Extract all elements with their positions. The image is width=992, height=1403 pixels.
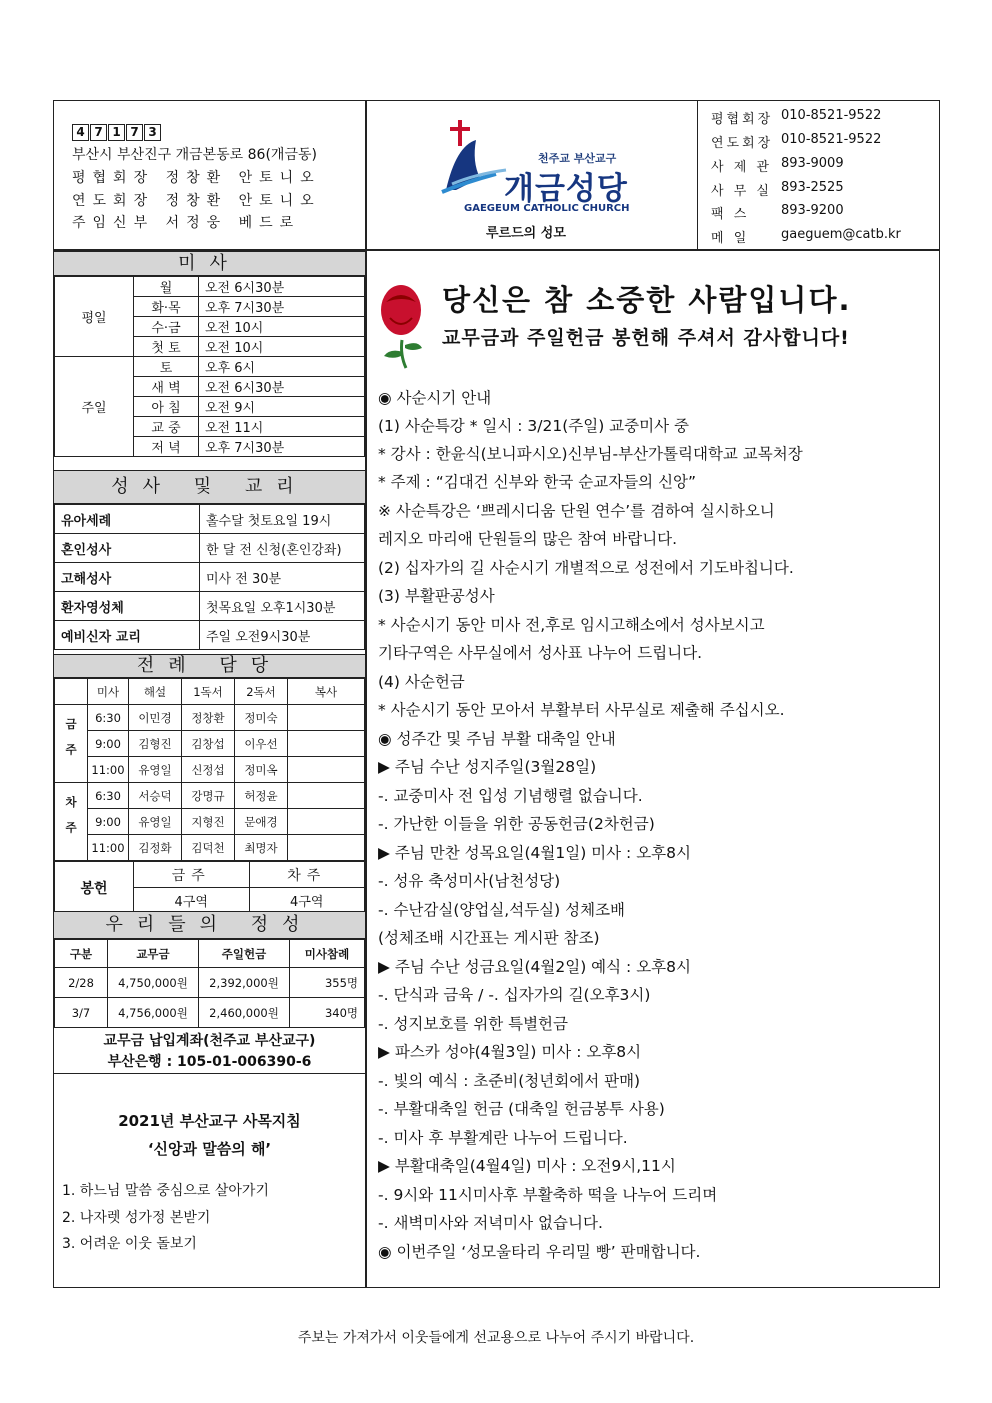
notice-line: * 사순시기 동안 모아서 부활부터 사무실로 제출해 주십시오. <box>378 701 785 719</box>
notice-line: * 주제 : “김대건 신부와 한국 순교자들의 신앙” <box>378 473 697 491</box>
offering-attendance: 340명 <box>290 998 365 1028</box>
first-reader: 정창환 <box>182 705 235 731</box>
mass-time: 오전 11시 <box>199 417 365 437</box>
officer-role: 평협회장 <box>72 170 155 186</box>
this-week-label: 금주 <box>55 705 88 783</box>
commentator: 서승덕 <box>129 783 182 809</box>
offering-date: 2/28 <box>55 968 108 998</box>
zip-digit: 1 <box>108 124 125 141</box>
altar-server <box>288 809 365 835</box>
altar-server <box>288 731 365 757</box>
mass-time: 오전 6시30분 <box>199 377 365 397</box>
service-table <box>54 861 365 914</box>
sacrament-info: 홀수달 첫토요일 19시 <box>200 505 365 534</box>
notice-line: (1) 사순특강 * 일시 : 3/21(주일) 교중미사 중 <box>378 417 689 435</box>
officer-baptismal: 베드로 <box>238 215 301 231</box>
offering-table <box>54 939 365 1028</box>
mass-time: 오후 7시30분 <box>199 297 365 317</box>
notice-line: ▶ 주님 만찬 성목요일(4월1일) 미사 : 오후8시 <box>378 844 691 862</box>
mass-time: 오전 9시 <box>199 397 365 417</box>
notice-line: ◉ 성주간 및 주님 부활 대축일 안내 <box>378 730 616 748</box>
liturgy-header: 복사 <box>288 679 365 705</box>
notice-line: 레지오 마리애 단원들의 많은 참여 바랍니다. <box>378 530 678 548</box>
contact-label: 사 무 실 <box>711 184 772 199</box>
officer-name: 정창환 <box>165 193 228 209</box>
sacrament-name: 환자영성체 <box>55 592 200 621</box>
altar-server <box>288 705 365 731</box>
column-divider <box>365 100 367 1288</box>
contact-row <box>711 227 901 246</box>
notice-line: (2) 십자가의 길 사순시기 개별적으로 성전에서 기도바칩니다. <box>378 559 794 577</box>
offering-dues: 4,750,000원 <box>108 968 199 998</box>
notice-line: ◉ 사순시기 안내 <box>378 389 492 407</box>
notice-line: -. 가난한 이들을 위한 공동헌금(2차헌금) <box>378 815 655 833</box>
notice-line: (4) 사순헌금 <box>378 673 465 691</box>
offering-sunday: 2,392,000원 <box>199 968 290 998</box>
sacrament-name: 유아세례 <box>55 505 200 534</box>
contact-label: 평협회장 <box>711 112 774 127</box>
account-divider <box>54 1073 365 1074</box>
sacrament-info: 한 달 전 신청(혼인강좌) <box>200 534 365 563</box>
service-label: 봉헌 <box>55 862 134 914</box>
notice-line: ▶ 주님 수난 성금요일(4월2일) 예식 : 오후8시 <box>378 958 691 976</box>
mass-day: 월 <box>134 277 199 297</box>
logo-subtitle: 천주교 부산교구 <box>538 152 617 165</box>
commentator: 김형진 <box>129 731 182 757</box>
zip-digit: 7 <box>126 124 143 141</box>
mass-day: 수·금 <box>134 317 199 337</box>
officer-name: 서정웅 <box>165 215 228 231</box>
second-reader: 문애경 <box>235 809 288 835</box>
contact-row <box>711 108 881 127</box>
notice-line: (성체조배 시간표는 게시판 참조) <box>378 929 600 947</box>
logo-title: 개금성당 <box>504 171 628 207</box>
officer-baptismal: 안토니오 <box>238 170 321 186</box>
first-reader: 김덕천 <box>182 835 235 861</box>
footer-note: 주보는 가져가서 이웃들에게 선교용으로 나누어 주시기 바랍니다. <box>297 1330 695 1346</box>
contact-row <box>711 203 844 222</box>
mass-day: 새 벽 <box>134 377 199 397</box>
mass-title: 미사 <box>54 251 365 276</box>
notice-line: * 사순시기 동안 미사 전,후로 임시고해소에서 성사보시고 <box>378 616 765 634</box>
notice-line: ▶ 파스카 성야(4월3일) 미사 : 오후8시 <box>378 1043 642 1061</box>
mass-time: 오후 6시 <box>199 357 365 377</box>
mass-time: 9:00 <box>88 731 129 757</box>
notice-line: ▶ 주님 수난 성지주일(3월28일) <box>378 758 597 776</box>
notice-line: -. 9시와 11시미사후 부활축하 떡을 나누어 드리며 <box>378 1186 718 1204</box>
officer-row <box>72 167 321 187</box>
offering-header: 구분 <box>55 940 108 968</box>
rose-icon <box>372 280 432 370</box>
officer-row <box>72 190 321 210</box>
mass-time: 오전 10시 <box>199 317 365 337</box>
notice-line: (3) 부활판공성사 <box>378 587 495 605</box>
patron-name: 루르드의 성모 <box>486 226 566 241</box>
mass-day: 아 침 <box>134 397 199 417</box>
altar-server <box>288 783 365 809</box>
next-week-label: 차주 <box>55 783 88 861</box>
contact-value: 010-8521-9522 <box>781 132 882 147</box>
service-header: 금주 <box>134 862 250 888</box>
officer-row <box>72 212 300 232</box>
contact-value: 893-9200 <box>781 203 844 218</box>
notice-line: -. 빛의 예식 : 초준비(청년회에서 판매) <box>378 1072 641 1090</box>
notice-line: 기타구역은 사무실에서 성사표 나누어 드립니다. <box>378 644 703 662</box>
mass-time: 6:30 <box>88 783 129 809</box>
weekday-label: 평일 <box>55 277 134 357</box>
sacrament-name: 혼인성사 <box>55 534 200 563</box>
altar-server <box>288 835 365 861</box>
contact-label: 사 제 관 <box>711 160 772 175</box>
notice-line: -. 미사 후 부활계란 나누어 드립니다. <box>378 1129 628 1147</box>
officer-baptismal: 안토니오 <box>238 193 321 209</box>
first-reader: 강명규 <box>182 783 235 809</box>
officer-role: 연도회장 <box>72 193 155 209</box>
church-address: 부산시 부산진구 개금본동로 86(개금동) <box>72 147 317 163</box>
zip-digit: 7 <box>90 124 107 141</box>
commentator: 김정화 <box>129 835 182 861</box>
notice-line: -. 성지보호를 위한 특별헌금 <box>378 1015 569 1033</box>
offering-header: 주일헌금 <box>199 940 290 968</box>
account-number: 부산은행 : 105-01-006390-6 <box>107 1054 312 1070</box>
offering-title: 우리들의 정성 <box>54 911 365 939</box>
sacraments-table <box>54 504 365 650</box>
service-header: 차주 <box>249 862 365 888</box>
liturgy-header: 1독서 <box>182 679 235 705</box>
contact-label: 메 일 <box>711 231 750 246</box>
contact-row <box>711 156 844 175</box>
notice-line: ◉ 이번주일 ‘성모울타리 우리밀 빵’ 판매합니다. <box>378 1243 701 1261</box>
notice-line: -. 단식과 금육 / -. 십자가의 길(오후3시) <box>378 986 651 1004</box>
commentator: 이민경 <box>129 705 182 731</box>
commentator: 유영일 <box>129 757 182 783</box>
contact-label: 연도회장 <box>711 136 774 151</box>
contact-row <box>711 180 844 199</box>
second-reader: 허정윤 <box>235 783 288 809</box>
pastoral-item: 1. 하느님 말씀 중심으로 살아가기 <box>62 1183 269 1199</box>
contact-divider <box>697 100 698 249</box>
mass-day: 첫 토 <box>134 337 199 357</box>
offering-date: 3/7 <box>55 998 108 1028</box>
officer-name: 정창환 <box>165 170 228 186</box>
commentator: 유영일 <box>129 809 182 835</box>
first-reader: 지형진 <box>182 809 235 835</box>
service-zone: 4구역 <box>249 888 365 914</box>
notice-line: -. 새벽미사와 저녁미사 없습니다. <box>378 1214 603 1232</box>
offering-header: 교무금 <box>108 940 199 968</box>
sacraments-title: 성사 및 교리 <box>54 470 365 504</box>
headline: 당신은 참 소중한 사람입니다. <box>442 283 852 317</box>
mass-day: 화·목 <box>134 297 199 317</box>
mass-time: 11:00 <box>88 835 129 861</box>
sacrament-info: 주일 오전9시30분 <box>200 621 365 650</box>
contact-label: 팩 스 <box>711 207 750 222</box>
notice-line: * 강사 : 한윤식(보니파시오)신부님-부산가톨릭대학교 교목처장 <box>378 445 803 463</box>
liturgy-title: 전례 담당 <box>54 654 365 678</box>
mass-day: 교 중 <box>134 417 199 437</box>
liturgy-table <box>54 678 365 861</box>
offering-attendance: 355명 <box>290 968 365 998</box>
contact-value: 010-8521-9522 <box>781 108 882 123</box>
zip-digit: 4 <box>72 124 89 141</box>
liturgy-header: 미사 <box>88 679 129 705</box>
logo-english: GAEGEUM CATHOLIC CHURCH <box>464 203 630 214</box>
mass-time: 11:00 <box>88 757 129 783</box>
subheadline: 교무금과 주일헌금 봉헌해 주셔서 감사합니다! <box>442 327 850 349</box>
contact-value: 893-9009 <box>781 156 844 171</box>
offering-header: 미사참례 <box>290 940 365 968</box>
sacrament-name: 예비신자 교리 <box>55 621 200 650</box>
offering-sunday: 2,460,000원 <box>199 998 290 1028</box>
sacrament-info: 미사 전 30분 <box>200 563 365 592</box>
notice-line: -. 부활대축일 헌금 (대축일 헌금봉투 사용) <box>378 1100 665 1118</box>
pastoral-title: 2021년 부산교구 사목지침 <box>118 1112 301 1130</box>
contact-value: 893-2525 <box>781 180 844 195</box>
notice-line: ▶ 부활대축일(4월4일) 미사 : 오전9시,11시 <box>378 1157 676 1175</box>
pastoral-subtitle: ‘신앙과 말씀의 해’ <box>147 1140 272 1158</box>
mass-schedule-table <box>54 276 365 457</box>
mass-time: 오전 6시30분 <box>199 277 365 297</box>
offering-dues: 4,756,000원 <box>108 998 199 1028</box>
notice-line: -. 성유 축성미사(남천성당) <box>378 872 561 890</box>
sunday-label: 주일 <box>55 357 134 457</box>
mass-time: 6:30 <box>88 705 129 731</box>
notice-line: ※ 사순특강은 ‘쁘레시디움 단원 연수’를 겸하여 실시하오니 <box>378 502 775 520</box>
notice-line: -. 교중미사 전 입성 기념행렬 없습니다. <box>378 787 643 805</box>
mass-time: 오후 7시30분 <box>199 437 365 457</box>
sacrament-name: 고해성사 <box>55 563 200 592</box>
pastoral-item: 2. 나자렛 성가정 본받기 <box>62 1210 211 1226</box>
first-reader: 신정섭 <box>182 757 235 783</box>
contact-value: gaeguem@catb.kr <box>781 227 901 242</box>
mass-day: 토 <box>134 357 199 377</box>
mass-time: 오전 10시 <box>199 337 365 357</box>
mass-day: 저 녁 <box>134 437 199 457</box>
contact-row <box>711 132 881 151</box>
sacrament-info: 첫목요일 오후1시30분 <box>200 592 365 621</box>
second-reader: 이우선 <box>235 731 288 757</box>
second-reader: 최명자 <box>235 835 288 861</box>
account-title: 교무금 납입계좌(천주교 부산교구) <box>103 1033 316 1049</box>
second-reader: 정미숙 <box>235 705 288 731</box>
second-reader: 정미옥 <box>235 757 288 783</box>
officer-role: 주임신부 <box>72 215 155 231</box>
zip-code <box>72 124 161 141</box>
zip-digit: 3 <box>144 124 161 141</box>
service-zone: 4구역 <box>134 888 250 914</box>
pastoral-item: 3. 어려운 이웃 돌보기 <box>62 1236 197 1252</box>
mass-time: 9:00 <box>88 809 129 835</box>
notice-line: -. 수난감실(양업실,석두실) 성체조배 <box>378 901 626 919</box>
first-reader: 김창섭 <box>182 731 235 757</box>
liturgy-header: 2독서 <box>235 679 288 705</box>
liturgy-header: 해설 <box>129 679 182 705</box>
altar-server <box>288 757 365 783</box>
